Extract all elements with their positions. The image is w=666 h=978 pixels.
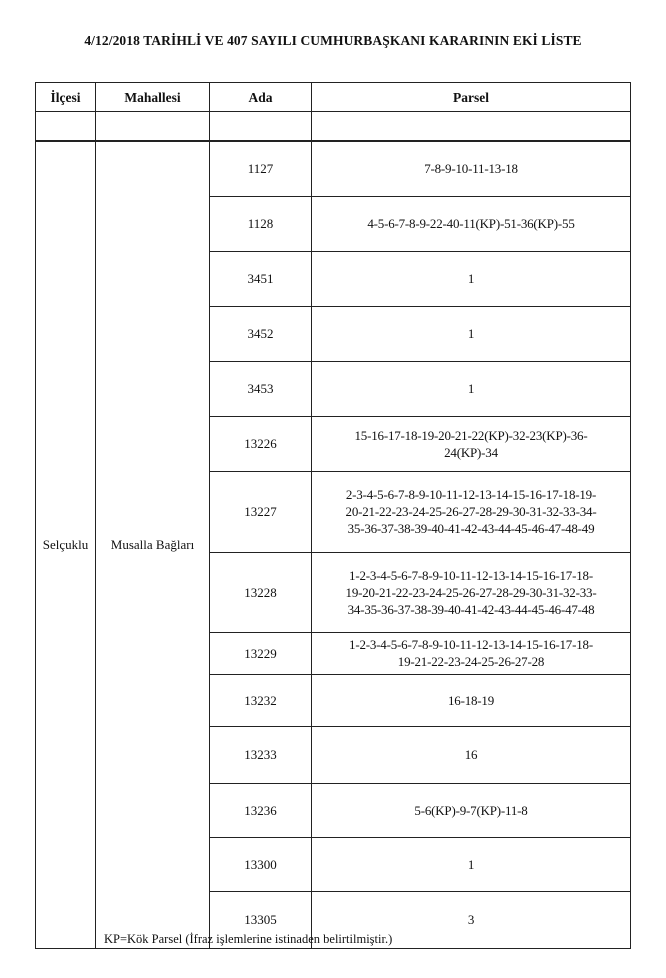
parsel-line: 1-2-3-4-5-6-7-8-9-10-11-12-13-14-15-16-17-18- — [349, 567, 593, 583]
parcel-list-table — [35, 82, 631, 949]
parsel-line: 7-8-9-10-11-13-18 — [424, 161, 518, 177]
parsel-cell — [312, 306, 631, 361]
parsel-line: 4-5-6-7-8-9-22-40-11(KP)-51-36(KP)-55 — [367, 216, 575, 231]
footnote: KP=Kök Parsel (İfraz işlemlerine istinaden belirtilmiştir.) — [104, 932, 393, 946]
ada-cell: 13232 — [210, 674, 312, 726]
ada-cell: 3453 — [210, 361, 312, 416]
parsel-cell — [312, 674, 631, 726]
ada-cell: 3451 — [210, 251, 312, 306]
parsel-line: 24(KP)-34 — [444, 444, 498, 460]
parsel-cell — [312, 783, 631, 837]
parsel-cell — [312, 837, 631, 891]
parsel-line: 2-3-4-5-6-7-8-9-10-11-12-13-14-15-16-17-18-19- — [345, 487, 597, 502]
parsel-cell — [312, 141, 631, 196]
parsel-cell — [312, 552, 631, 632]
ada-cell: 3452 — [210, 306, 312, 361]
parsel-line: 1 — [467, 856, 475, 872]
table-body — [36, 141, 631, 948]
parsel-cell — [312, 471, 631, 552]
parsel-line: 1 — [467, 381, 475, 396]
parsel-line: 3 — [467, 912, 475, 927]
ada-cell: 1128 — [210, 196, 312, 251]
parsel-line: 1 — [467, 271, 475, 286]
ada-cell: 13227 — [210, 471, 312, 552]
parsel-cell — [312, 632, 631, 674]
parsel-line: 20-21-22-23-24-25-26-27-28-29-30-31-32-33-34- — [345, 504, 597, 519]
header-ilce: İlçesi — [36, 83, 96, 112]
parsel-line: 16-18-19 — [447, 692, 495, 708]
parsel-line: 35-36-37-38-39-40-41-42-43-44-45-46-47-48-49 — [347, 521, 595, 536]
header-ada: Ada — [210, 83, 312, 112]
ada-cell: 13233 — [210, 726, 312, 783]
ada-cell: 13226 — [210, 416, 312, 471]
ada-cell: 13228 — [210, 552, 312, 632]
parsel-cell — [312, 361, 631, 416]
parsel-line: 34-35-36-37-38-39-40-41-42-43-44-45-46-47-48 — [347, 601, 595, 617]
ada-cell: 1127 — [210, 141, 312, 196]
ada-cell: 13305 — [210, 891, 312, 948]
parsel-line: 19-21-22-23-24-25-26-27-28 — [397, 654, 545, 669]
ada-cell: 13236 — [210, 783, 312, 837]
header-parsel: Parsel — [312, 83, 631, 112]
mahalle-cell: Musalla Bağları — [96, 141, 210, 948]
parsel-cell — [312, 416, 631, 471]
ada-cell: 13229 — [210, 632, 312, 674]
ilce-cell: Selçuklu — [36, 141, 96, 948]
header-row — [36, 83, 631, 112]
parsel-line: 5-6(KP)-9-7(KP)-11-8 — [414, 802, 528, 818]
document-title: 4/12/2018 TARİHLİ VE 407 SAYILI CUMHURBAŞKANI KARARININ EKİ LİSTE — [84, 33, 582, 48]
parsel-line: 1 — [467, 326, 475, 341]
parsel-line: 19-20-21-22-23-24-25-26-27-28-29-30-31-32-33- — [345, 584, 597, 600]
parsel-cell — [312, 726, 631, 783]
parsel-cell — [312, 251, 631, 306]
ada-cell: 13300 — [210, 837, 312, 891]
parsel-line: 1-2-3-4-5-6-7-8-9-10-11-12-13-14-15-16-17-18- — [349, 637, 593, 652]
parsel-line: 15-16-17-18-19-20-21-22(KP)-32-23(KP)-36- — [354, 427, 588, 443]
parsel-line: 16 — [464, 747, 478, 762]
table-row — [36, 141, 631, 196]
parsel-cell — [312, 196, 631, 251]
header-mahalle: Mahallesi — [96, 83, 210, 112]
